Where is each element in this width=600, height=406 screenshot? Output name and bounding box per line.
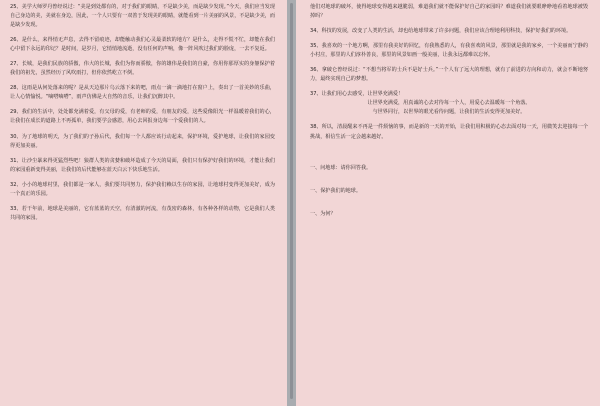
poem-line-2: 与世界同行，以世界的眼光看待问题，让我们的生活变得更加美好。 bbox=[372, 109, 526, 116]
paragraph-35: 35、我喜欢的一个地方啊，那里有我美好的回忆，有我熟悉的人，有我喜欢的风景，那里就是我的家乡，一个美丽而宁静的小村庄，那里的人们淳朴善良，那里的风景如画一般美丽，让我永远都难以忘怀。 bbox=[310, 43, 588, 59]
paragraph-25: 25、美学大师罗丹曾经说过：“美是到处都有的，对于我们的眼睛，不是缺少美，而是缺少发现。”今天，我们应当发现自己身边的美，美就在身边，因此，一个人只要有一双善于发现美的眼睛，就能看到一片美丽的风景，不是缺少美，而是缺少发现。 bbox=[10, 4, 275, 29]
paragraph-37: 37、让我们用心去感受，让世界充满爱！ bbox=[310, 91, 404, 98]
poem-line-1: 让世界充满爱，用真诚的心去对待每一个人，用爱心去温暖每一个角落。 bbox=[367, 100, 531, 107]
paragraph-38: 38、所以，清晨醒来不再是一件烦恼的事，而是新的一天的开始，让我们用积极的心态去面对每一天，用微笑去迎接每一个挑战，相信生活一定会越来越好。 bbox=[310, 124, 588, 140]
document-page-right bbox=[296, 0, 600, 406]
paragraph-28: 28、这雨是从何处落来的呢？是从天边那片乌云落下来的吧，雨点一滴一滴地打在窗户上，奏出了一首美妙的乐曲，让人心情愉悦。“嘀嗒嘀嗒”，雨声仿佛是大自然的音乐，让我们沉醉其中。 bbox=[10, 85, 275, 101]
document-page-left bbox=[0, 0, 287, 406]
paragraph-26: 26、是什么，来得悄无声息，去得不留痕迹，却能触动我们心灵最柔软的地方？是什么，走得不慌不忙，却能在我们心中留下永远的印记？是时间，是岁月，它悄悄地流逝，没有任何的声响，像一阵风吹过我们的脸庞，一去不复返。 bbox=[10, 37, 275, 53]
question-line-1: 一、问地球：请你回答我。 bbox=[310, 164, 372, 171]
question-line-3: 一、为何？ bbox=[310, 210, 336, 217]
question-line-2: 一、保护我们的地球。 bbox=[310, 187, 361, 194]
paragraph-32: 32、小小的地球村里，我们都是一家人，我们要共同努力，保护我们赖以生存的家园，让地球村变得更加美好，成为一个真正的乐园。 bbox=[10, 181, 275, 197]
paragraph-30: 30、为了地球的明天，为了我们的子孙后代，我们每一个人都应该行动起来，保护环境，爱护地球，让我们的家园变得更加美丽。 bbox=[10, 133, 275, 149]
paragraph-27: 27、长城，是我们民族的骄傲，伟大的长城，我们为你而骄傲，你的雄伟是我们的自豪，你用你那厚实的身躯保护着我们的祖先，虽然经历了风吹雨打，但你依然屹立不倒。 bbox=[10, 61, 275, 77]
paragraph-36: 36、拿破仑曾经说过：“不想当将军的士兵不是好士兵。”一个人有了远大的理想，就有了前进的方向和动力，就会不断地努力，最终实现自己的梦想。 bbox=[310, 67, 588, 83]
scrollbar[interactable] bbox=[290, 3, 293, 399]
paragraph-34: 34、科技的发展，改变了人类的生活，却也给地球带来了许多问题，我们应该合理地利用科技，保护好我们的环境。 bbox=[310, 28, 572, 35]
paragraph-29: 29、我们的生活中，处处都充满着爱，有父母的爱，有老师的爱，有朋友的爱，这些爱像阳光一样温暖着我们的心，让我们在成长的道路上不再孤单，我们要学会感恩，用心去回报身边每一个爱我们的人。 bbox=[10, 109, 275, 125]
paragraph-33: 33、若干年前，地球是美丽的，它有蓝蓝的天空，有清澈的河流，有茂密的森林，有各种各样的动物，它是我们人类共同的家园。 bbox=[10, 205, 275, 221]
paragraph-31: 31、让沙尘暴来得更猛烈些吧！狼群人类的贪婪和破坏造成了今天的局面，我们只有保护好我们的环境，才能让我们的家园重新变得美丽，让我们的后代能够在蓝天白云下快乐地生活。 bbox=[10, 157, 275, 173]
paragraph-continuation: 他们对地球的破坏，使得地球变得越来越脆弱，难道我们就不能保护好自己的家园吗？难道我们就要眼睁睁地看着地球被毁掉吗？ bbox=[310, 4, 588, 20]
